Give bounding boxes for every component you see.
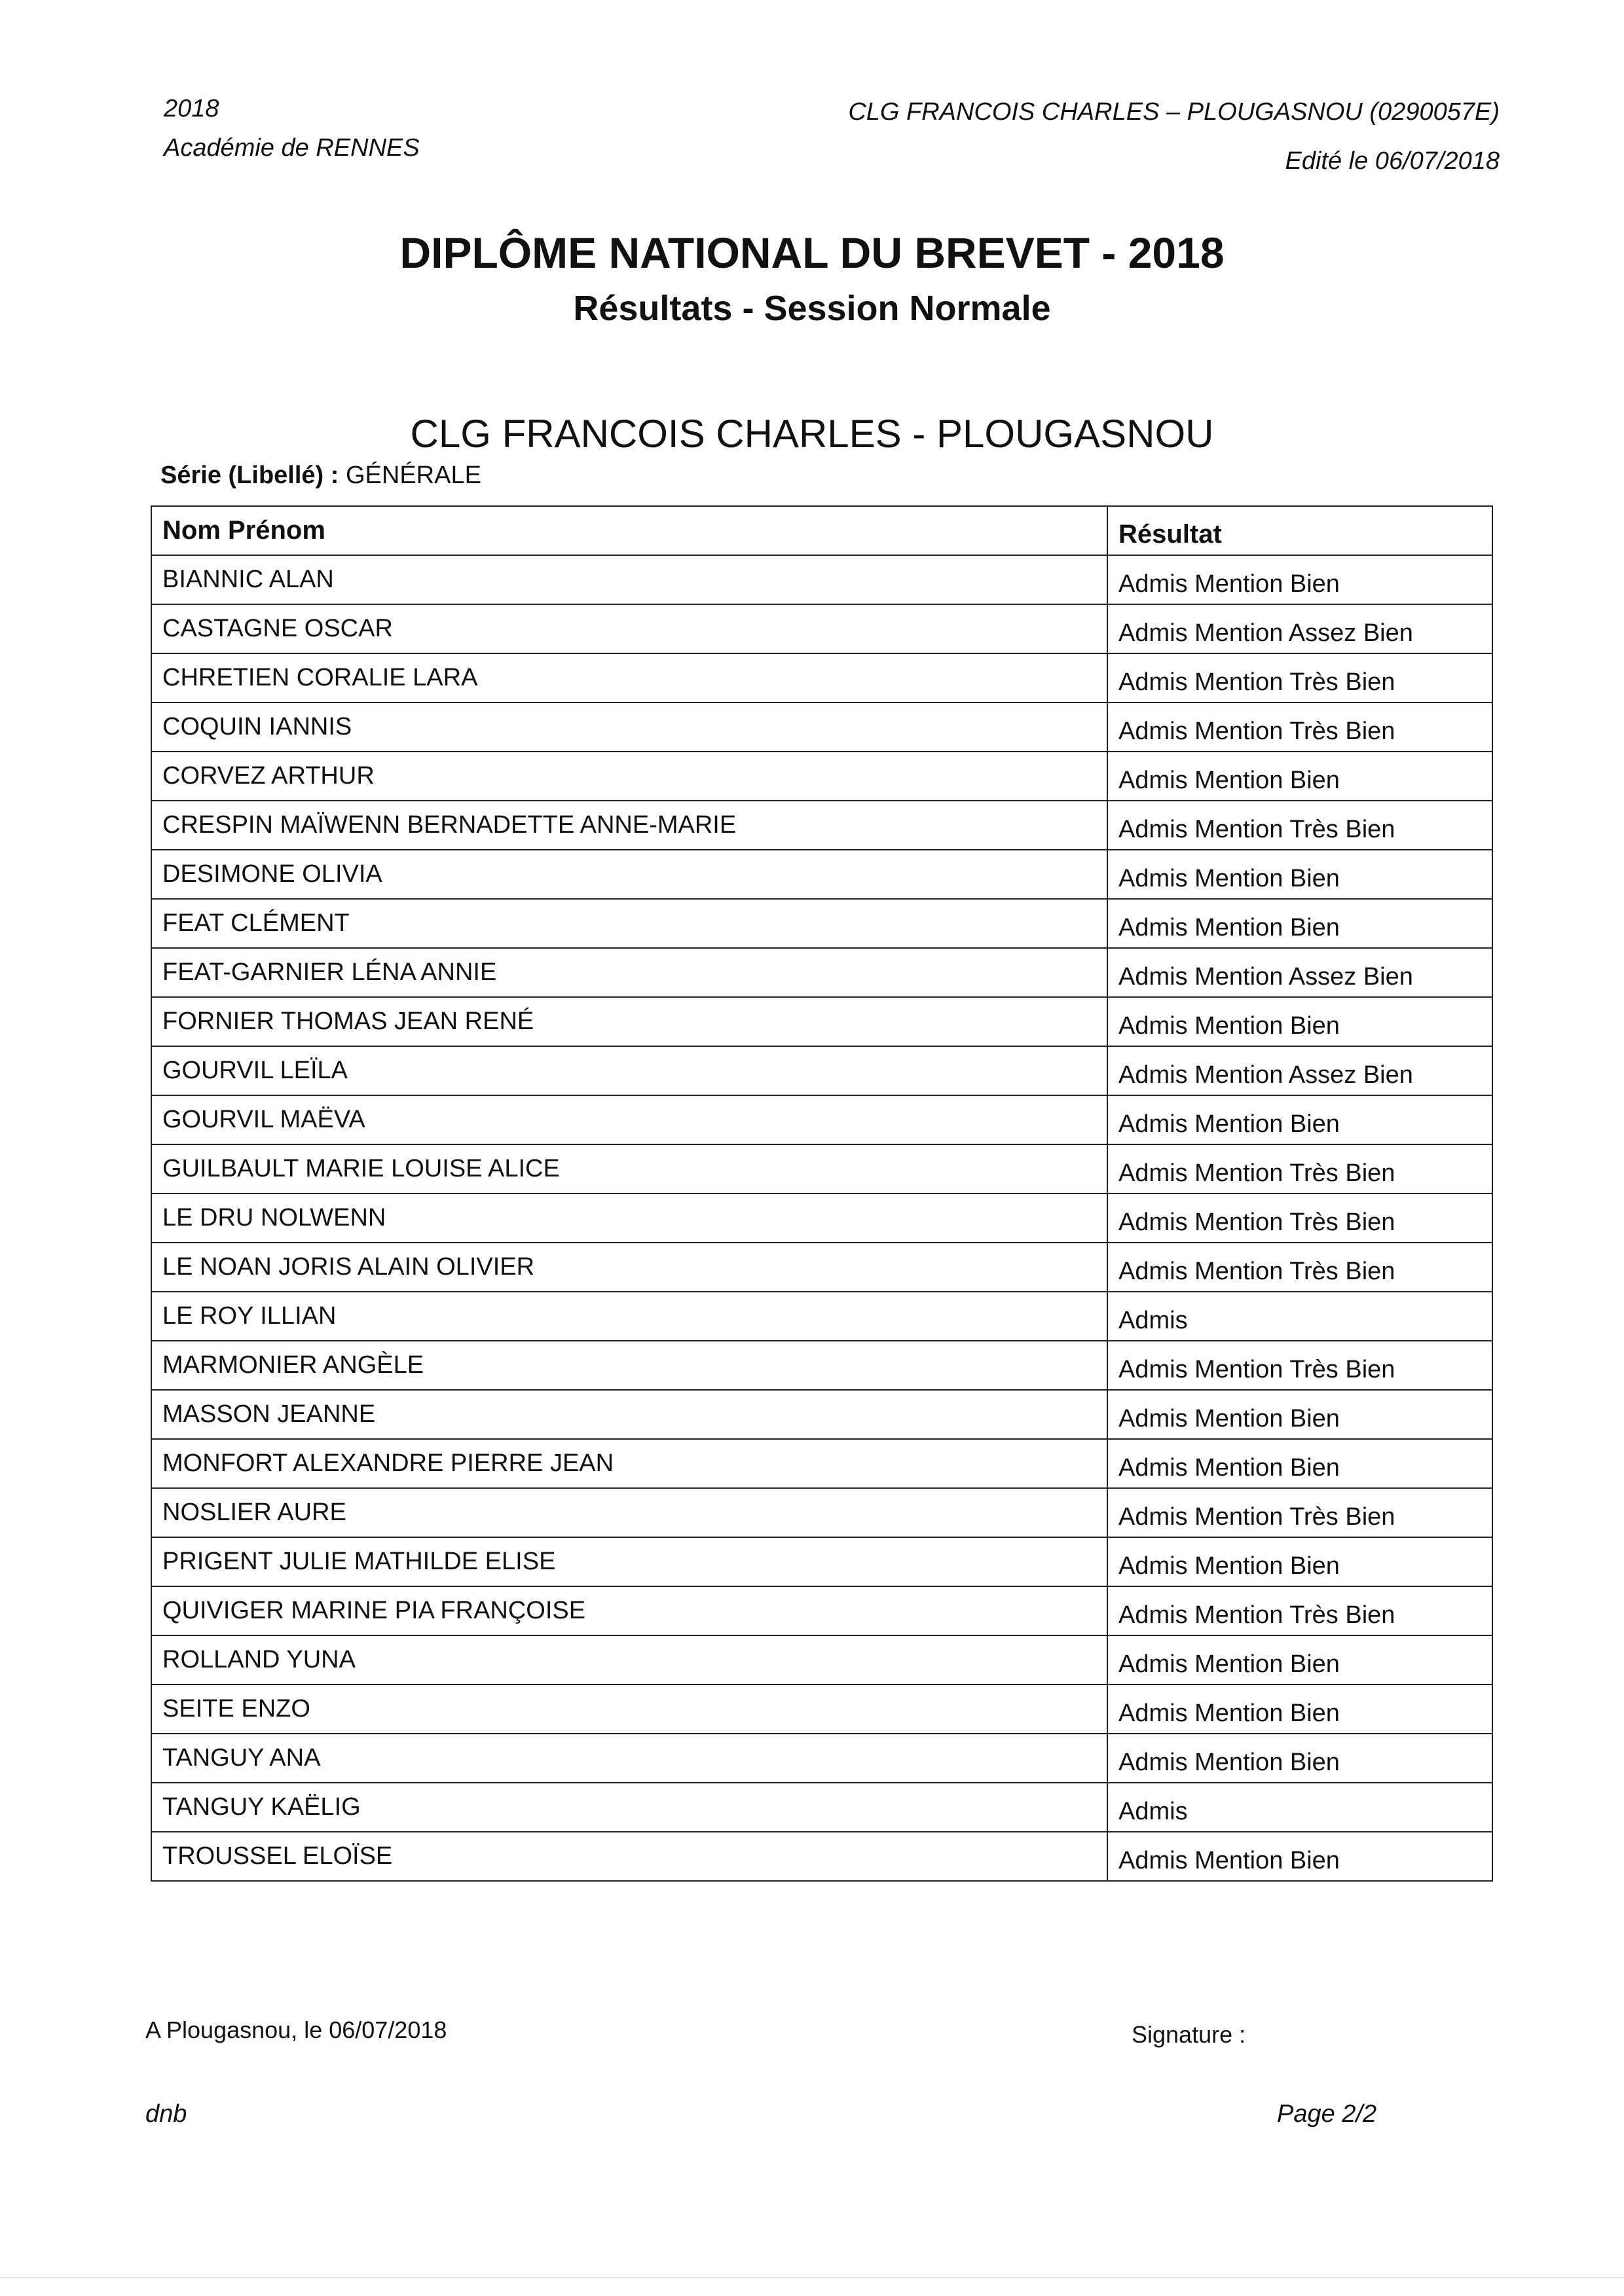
table-row	[151, 1685, 1492, 1734]
table-row	[151, 899, 1492, 948]
result-cell: Admis Mention Bien	[1107, 1832, 1492, 1881]
place-date: A Plougasnou, le 06/07/2018	[145, 2016, 447, 2043]
column-header-name: Nom Prénom	[151, 506, 1107, 555]
result-cell: Admis Mention Bien	[1107, 1734, 1492, 1783]
table-row	[151, 1537, 1492, 1586]
student-name-cell: DESIMONE OLIVIA	[151, 850, 1107, 899]
student-name-cell: FEAT CLÉMENT	[151, 899, 1107, 948]
student-name-cell: NOSLIER AURE	[151, 1488, 1107, 1537]
table-row	[151, 948, 1492, 997]
result-cell: Admis Mention Très Bien	[1107, 653, 1492, 702]
table-row	[151, 752, 1492, 801]
footer-code: dnb	[145, 2100, 187, 2128]
result-cell: Admis Mention Bien	[1107, 1537, 1492, 1586]
student-name-cell: FEAT-GARNIER LÉNA ANNIE	[151, 948, 1107, 997]
result-cell: Admis Mention Bien	[1107, 1439, 1492, 1488]
table-row	[151, 1292, 1492, 1341]
result-cell: Admis Mention Très Bien	[1107, 1586, 1492, 1635]
table-row	[151, 1635, 1492, 1685]
student-name-cell: TANGUY ANA	[151, 1734, 1107, 1783]
student-name-cell: LE ROY ILLIAN	[151, 1292, 1107, 1341]
signature-label: Signature :	[1132, 2021, 1246, 2048]
results-table	[151, 505, 1493, 1882]
result-cell: Admis Mention Très Bien	[1107, 1488, 1492, 1537]
result-cell: Admis Mention Bien	[1107, 555, 1492, 604]
result-cell: Admis Mention Bien	[1107, 1095, 1492, 1144]
student-name-cell: GUILBAULT MARIE LOUISE ALICE	[151, 1144, 1107, 1194]
table-row	[151, 1783, 1492, 1832]
table-row	[151, 1095, 1492, 1144]
student-name-cell: MONFORT ALEXANDRE PIERRE JEAN	[151, 1439, 1107, 1488]
page-title: DIPLÔME NATIONAL DU BREVET - 2018	[399, 228, 1225, 277]
student-name-cell: MARMONIER ANGÈLE	[151, 1341, 1107, 1390]
serie-label: Série (Libellé) :	[160, 462, 339, 489]
student-name-cell: LE NOAN JORIS ALAIN OLIVIER	[151, 1243, 1107, 1292]
result-cell: Admis	[1107, 1783, 1492, 1832]
student-name-cell: LE DRU NOLWENN	[151, 1194, 1107, 1243]
table-row	[151, 702, 1492, 752]
student-name-cell: GOURVIL LEÏLA	[151, 1046, 1107, 1095]
result-cell: Admis Mention Assez Bien	[1107, 604, 1492, 653]
table-row	[151, 653, 1492, 702]
table-row	[151, 604, 1492, 653]
result-cell: Admis Mention Très Bien	[1107, 801, 1492, 850]
header-edited-date: Edité le 06/07/2018	[1285, 147, 1500, 175]
student-name-cell: CORVEZ ARTHUR	[151, 752, 1107, 801]
table-row	[151, 1488, 1492, 1537]
result-cell: Admis Mention Bien	[1107, 752, 1492, 801]
table-row	[151, 1243, 1492, 1292]
table-row	[151, 997, 1492, 1046]
result-cell: Admis Mention Très Bien	[1107, 1243, 1492, 1292]
header-year: 2018	[164, 95, 219, 122]
header-academy: Académie de RENNES	[164, 134, 420, 162]
student-name-cell: ROLLAND YUNA	[151, 1635, 1107, 1685]
student-name-cell: CRESPIN MAÏWENN BERNADETTE ANNE-MARIE	[151, 801, 1107, 850]
student-name-cell: TANGUY KAËLIG	[151, 1783, 1107, 1832]
table-row	[151, 1144, 1492, 1194]
result-cell: Admis Mention Assez Bien	[1107, 948, 1492, 997]
table-row	[151, 850, 1492, 899]
student-name-cell: BIANNIC ALAN	[151, 555, 1107, 604]
student-name-cell: TROUSSEL ELOÏSE	[151, 1832, 1107, 1881]
result-cell: Admis Mention Très Bien	[1107, 1341, 1492, 1390]
table-row	[151, 1390, 1492, 1439]
table-header-row	[151, 506, 1492, 555]
result-cell: Admis Mention Bien	[1107, 997, 1492, 1046]
column-header-result: Résultat	[1107, 506, 1492, 555]
result-cell: Admis Mention Assez Bien	[1107, 1046, 1492, 1095]
student-name-cell: FORNIER THOMAS JEAN RENÉ	[151, 997, 1107, 1046]
result-cell: Admis Mention Bien	[1107, 1635, 1492, 1685]
student-name-cell: GOURVIL MAËVA	[151, 1095, 1107, 1144]
page-subtitle: Résultats - Session Normale	[573, 289, 1051, 328]
student-name-cell: COQUIN IANNIS	[151, 702, 1107, 752]
table-row	[151, 1439, 1492, 1488]
result-cell: Admis	[1107, 1292, 1492, 1341]
table-row	[151, 1734, 1492, 1783]
student-name-cell: CHRETIEN CORALIE LARA	[151, 653, 1107, 702]
school-name: CLG FRANCOIS CHARLES - PLOUGASNOU	[410, 412, 1214, 456]
student-name-cell: QUIVIGER MARINE PIA FRANÇOISE	[151, 1586, 1107, 1635]
table-row	[151, 1586, 1492, 1635]
student-name-cell: CASTAGNE OSCAR	[151, 604, 1107, 653]
result-cell: Admis Mention Bien	[1107, 1390, 1492, 1439]
header-school-code: CLG FRANCOIS CHARLES – PLOUGASNOU (0290057E)	[848, 98, 1500, 126]
table-row	[151, 1832, 1492, 1881]
result-cell: Admis Mention Bien	[1107, 850, 1492, 899]
student-name-cell: PRIGENT JULIE MATHILDE ELISE	[151, 1537, 1107, 1586]
result-cell: Admis Mention Très Bien	[1107, 1194, 1492, 1243]
page-number: Page 2/2	[1277, 2100, 1377, 2128]
table-row	[151, 1194, 1492, 1243]
serie-value: GÉNÉRALE	[345, 462, 481, 489]
result-cell: Admis Mention Bien	[1107, 899, 1492, 948]
student-name-cell: SEITE ENZO	[151, 1685, 1107, 1734]
serie-line	[160, 462, 481, 490]
result-cell: Admis Mention Bien	[1107, 1685, 1492, 1734]
result-cell: Admis Mention Très Bien	[1107, 702, 1492, 752]
table-row	[151, 1046, 1492, 1095]
student-name-cell: MASSON JEANNE	[151, 1390, 1107, 1439]
result-cell: Admis Mention Très Bien	[1107, 1144, 1492, 1194]
table-row	[151, 1341, 1492, 1390]
scan-edge-divider	[0, 2277, 1624, 2278]
table-row	[151, 555, 1492, 604]
table-row	[151, 801, 1492, 850]
